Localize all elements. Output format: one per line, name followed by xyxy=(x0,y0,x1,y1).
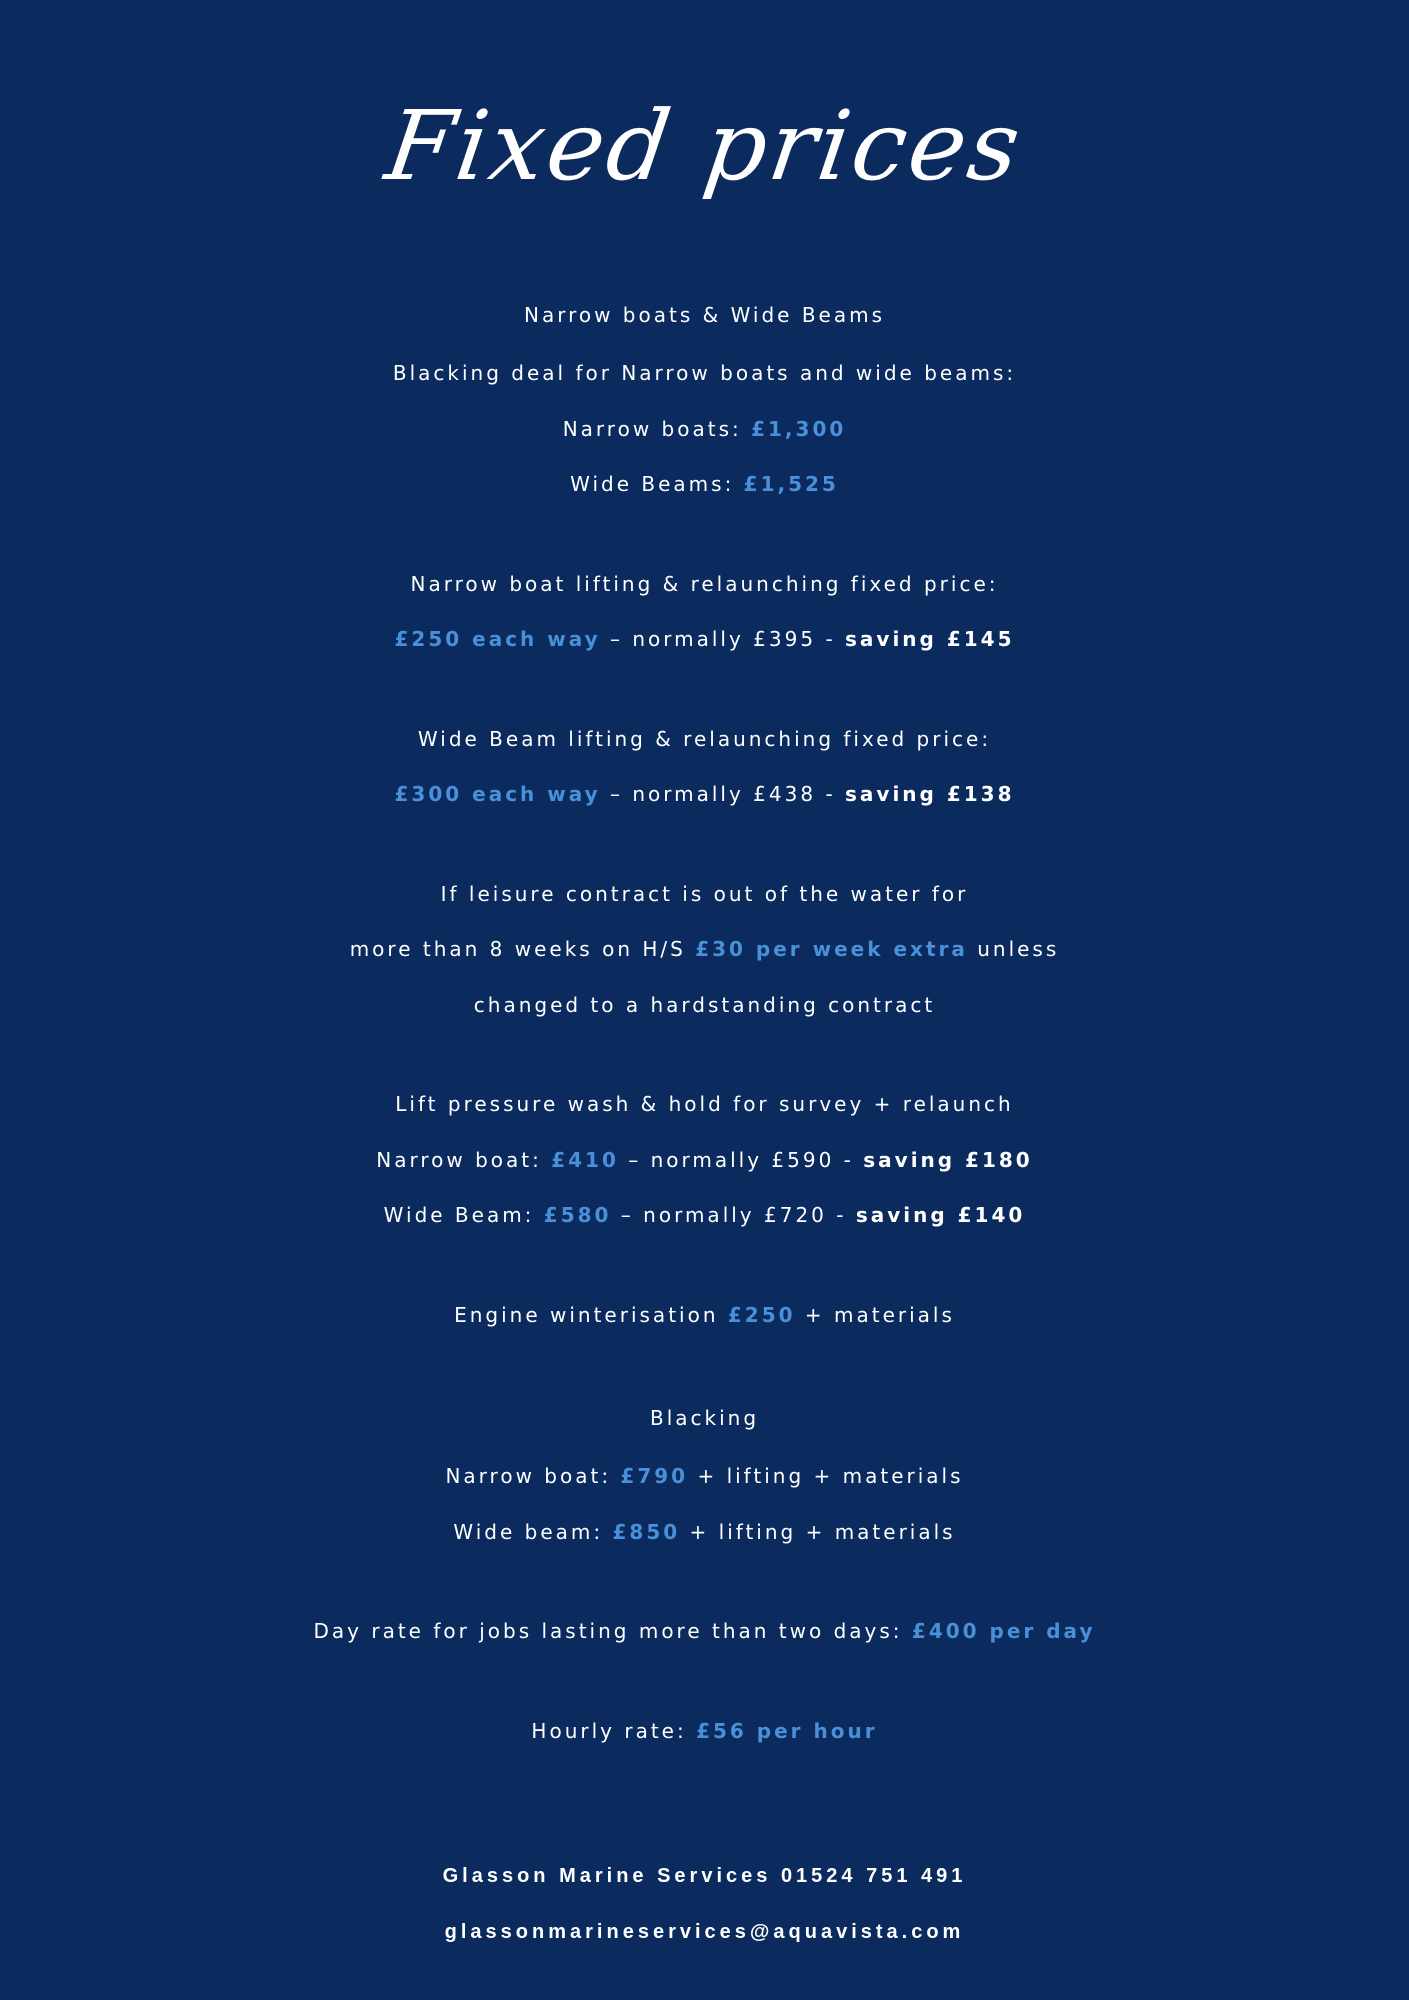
narrow-lifting-price-line xyxy=(0,612,1409,668)
survey-wide-normally: – normally £720 - xyxy=(611,1203,856,1227)
company-phone: Glasson Marine Services 01524 751 491 xyxy=(442,1865,967,1887)
wide-lifting-normally: – normally £438 - xyxy=(600,782,846,806)
blacking-heading: Blacking xyxy=(649,1406,760,1430)
contact-email: glassonmarineservices@aquavista.com xyxy=(444,1921,965,1943)
leisure-line-2 xyxy=(0,922,1409,978)
survey-wide-saving: saving £140 xyxy=(855,1203,1026,1227)
contact-footer xyxy=(0,1848,1409,1960)
blacking-wide-after: + lifting + materials xyxy=(680,1519,956,1544)
wide-lifting-price-line xyxy=(0,767,1409,823)
wide-lifting-label: Wide Beam lifting & relaunching fixed price: xyxy=(417,726,992,751)
narrow-lifting-price: £250 each way xyxy=(394,627,601,651)
day-rate-label: Day rate for jobs lasting more than two days: xyxy=(313,1619,912,1643)
wide-beams-deal-line xyxy=(0,457,1409,513)
leisure-line-2-after: unless xyxy=(967,937,1060,961)
page-title: Fixed prices xyxy=(379,90,1030,202)
blacking-wide-line xyxy=(0,1505,1409,1561)
hourly-rate-line xyxy=(0,1704,1409,1760)
leisure-extra-price: £30 per week extra xyxy=(695,937,968,961)
engine-after: + materials xyxy=(795,1302,955,1327)
leisure-line-3: changed to a hardstanding contract xyxy=(473,992,936,1017)
survey-label: Lift pressure wash & hold for survey + relaunch xyxy=(395,1092,1014,1116)
narrow-lifting-label: Narrow boat lifting & relaunching fixed price: xyxy=(410,571,999,596)
day-rate-price: £400 per day xyxy=(911,1619,1096,1643)
narrow-boats-price: £1,300 xyxy=(751,416,847,441)
survey-narrow-price: £410 xyxy=(551,1147,619,1172)
survey-wide-line xyxy=(0,1188,1409,1244)
blacking-narrow-price: £790 xyxy=(620,1464,689,1488)
narrow-boats-label: Narrow boats: xyxy=(562,416,752,441)
narrow-lifting-saving: saving £145 xyxy=(845,627,1015,651)
blacking-narrow-after: + lifting + materials xyxy=(688,1464,964,1488)
survey-narrow-normally: – normally £590 - xyxy=(618,1147,864,1172)
survey-narrow-label: Narrow boat: xyxy=(376,1147,552,1172)
narrow-boats-deal-line xyxy=(0,402,1409,458)
survey-wide-label: Wide Beam: xyxy=(383,1203,544,1227)
blacking-wide-label: Wide beam: xyxy=(453,1519,613,1544)
leisure-line-1: If leisure contract is out of the water for xyxy=(440,881,969,906)
wide-lifting-saving: saving £138 xyxy=(845,782,1015,806)
blacking-narrow-label: Narrow boat: xyxy=(445,1464,621,1488)
engine-winterisation-line xyxy=(0,1288,1409,1344)
narrow-wide-heading: Narrow boats & Wide Beams xyxy=(523,303,885,327)
narrow-lifting-normally: – normally £395 - xyxy=(600,627,846,651)
wide-beams-label: Wide Beams: xyxy=(570,472,744,496)
engine-price: £250 xyxy=(727,1302,796,1327)
wide-beams-price: £1,525 xyxy=(743,472,839,496)
blacking-deal-label: Blacking deal for Narrow boats and wide beams: xyxy=(392,361,1017,385)
leisure-line-2-before: more than 8 weeks on H/S xyxy=(349,937,696,961)
survey-narrow-saving: saving £180 xyxy=(863,1147,1033,1172)
blacking-narrow-line xyxy=(0,1449,1409,1505)
survey-wide-price: £580 xyxy=(543,1203,612,1227)
day-rate-line xyxy=(0,1604,1409,1660)
engine-label: Engine winterisation xyxy=(454,1302,728,1327)
survey-narrow-line xyxy=(0,1133,1409,1189)
price-list xyxy=(0,284,1409,1759)
hourly-rate-price: £56 per hour xyxy=(696,1718,878,1743)
hourly-rate-label: Hourly rate: xyxy=(531,1718,697,1743)
wide-lifting-price: £300 each way xyxy=(394,782,601,806)
blacking-wide-price: £850 xyxy=(612,1519,681,1544)
